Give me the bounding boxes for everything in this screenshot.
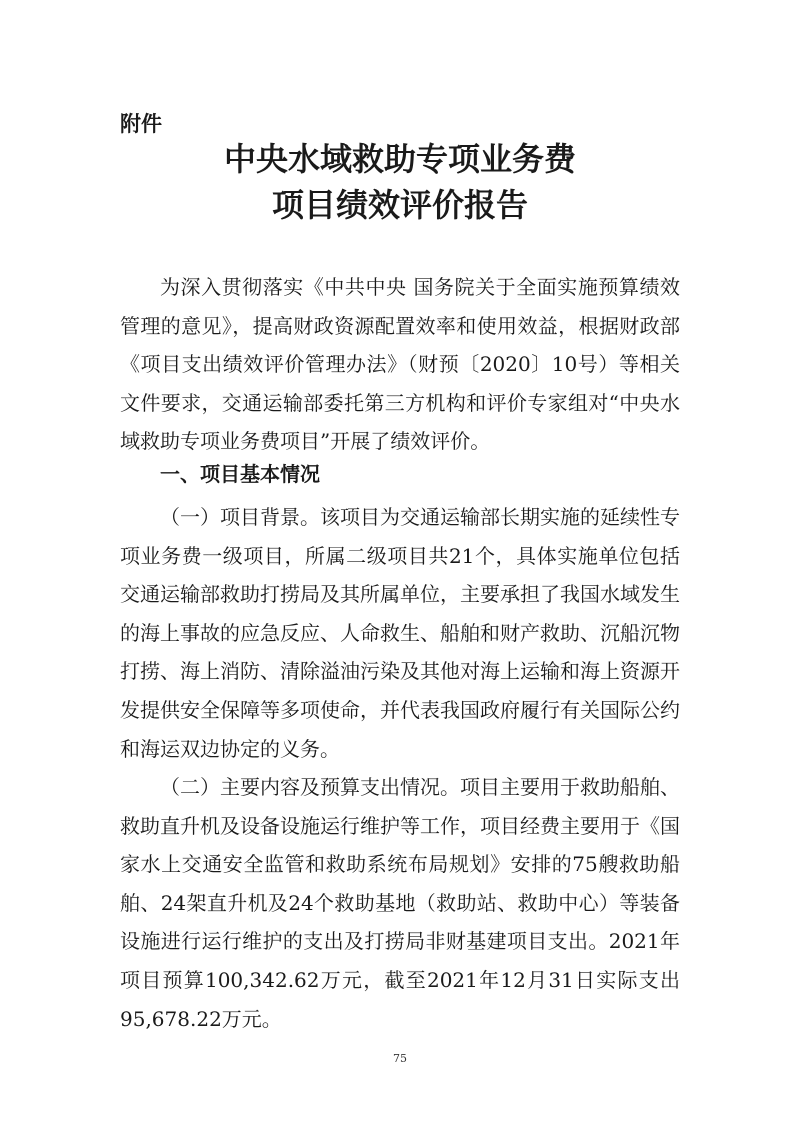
background-line: 发提供安全保障等多项使命，并代表我国政府履行有关国际公约	[120, 697, 680, 722]
intro-line: 为深入贯彻落实《中共中央 国务院关于全面实施预算绩效	[160, 275, 680, 299]
section-heading: 一、项目基本情况	[160, 462, 320, 486]
content-line: 救助直升机及设备设施运行维护等工作，项目经费主要用于《国	[120, 813, 680, 838]
content-line: （二）主要内容及预算支出情况。项目主要用于救助船舶、	[160, 775, 680, 799]
content-line: 95,678.22万元。	[120, 1006, 282, 1031]
background-line: 和海运双边协定的义务。	[120, 736, 340, 761]
intro-line: 管理的意见》，提高财政资源配置效率和使用效益，根据财政部	[120, 313, 680, 338]
content-line: 项目预算100,342.62万元，截至2021年12月31日实际支出	[120, 967, 680, 992]
content-paragraph	[120, 768, 680, 1038]
document-title-line-1: 中央水域救助专项业务费	[223, 140, 576, 178]
content-line: 家水上交通安全监管和救助系统布局规划》安排的75艘救助船	[120, 852, 680, 877]
background-line: 交通运输部救助打捞局及其所属单位，主要承担了我国水域发生	[120, 582, 680, 607]
intro-paragraph	[120, 268, 680, 461]
background-line: 打捞、海上消防、清除溢油污染及其他对海上运输和海上资源开	[120, 659, 680, 684]
background-paragraph	[120, 498, 680, 768]
page-number: 75	[393, 1052, 407, 1065]
background-line: （一）项目背景。该项目为交通运输部长期实施的延续性专	[160, 505, 680, 529]
content-line: 设施进行运行维护的支出及打捞局非财基建项目支出。2021年	[120, 929, 680, 954]
document-title-line-2: 项目绩效评价报告	[271, 186, 528, 224]
intro-line: 文件要求，交通运输部委托第三方机构和评价专家组对“中央水	[120, 390, 680, 415]
background-line: 项业务费一级项目，所属二级项目共21个，具体实施单位包括	[120, 543, 680, 568]
intro-line: 域救助专项业务费项目”开展了绩效评价。	[120, 429, 491, 454]
content-line: 舶、24架直升机及24个救助基地（救助站、救助中心）等装备	[120, 890, 680, 915]
background-line: 的海上事故的应急反应、人命救生、船舶和财产救助、沉船沉物	[120, 620, 680, 645]
intro-line: 《项目支出绩效评价管理办法》（财预〔2020〕10号）等相关	[120, 352, 680, 377]
attachment-label: 附件	[120, 112, 162, 136]
